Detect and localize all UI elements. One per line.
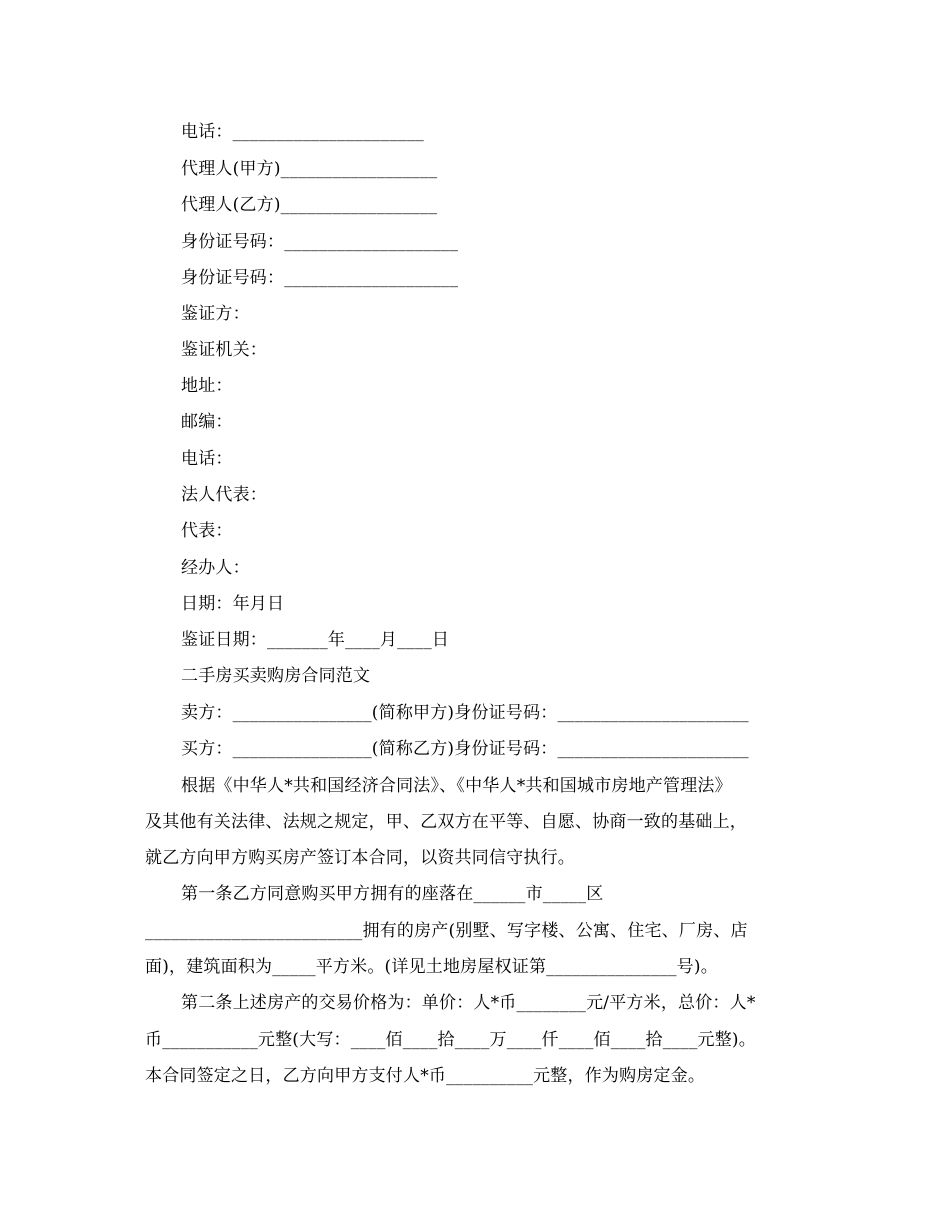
paragraph-line: 根据《中华人*共和国经济合同法》、《中华人*共和国城市房地产管理法》: [181, 776, 732, 796]
section-title: 二手房买卖购房合同范文: [181, 666, 371, 686]
paragraph-line: 面)，建筑面积为_____平方米。(详见土地房屋权证第_______________号)。: [145, 957, 718, 977]
text-line: 代表：: [181, 521, 233, 541]
text-line: 经办人：: [181, 558, 250, 578]
text-line: 日期：年月日: [181, 594, 285, 614]
text-line: 身份证号码：____________________: [181, 232, 459, 252]
text-line: 鉴证日期：_______年____月____日: [181, 630, 450, 650]
paragraph-line: 第一条乙方同意购买甲方拥有的座落在______市_____区: [181, 884, 604, 904]
text-line: 电话：: [181, 449, 233, 469]
text-line: 鉴证方：: [181, 304, 250, 324]
paragraph-line: 本合同签定之日，乙方向甲方支付人*币__________元整，作为购房定金。: [145, 1066, 706, 1086]
text-line: 买方：________________(简称乙方)身份证号码：______________________: [181, 739, 749, 759]
paragraph-line: 就乙方向甲方购买房产签订本合同，以资共同信守执行。: [145, 848, 575, 868]
text-line: 地址：: [181, 376, 233, 396]
text-line: 电话：______________________: [181, 122, 424, 142]
paragraph-line: _________________________拥有的房产(别墅、写字楼、公寓、住宅、厂房、店: [145, 921, 748, 941]
text-line: 身份证号码：____________________: [181, 268, 459, 288]
paragraph-line: 第二条上述房产的交易价格为：单价：人*币________元/平方米，总价：人*: [181, 993, 756, 1013]
paragraph-line: 币___________元整(大写：____佰____拾____万____仟____佰____拾____元整)。: [145, 1030, 756, 1050]
text-line: 卖方：________________(简称甲方)身份证号码：______________________: [181, 703, 749, 723]
text-line: 代理人(甲方)__________________: [181, 159, 438, 179]
text-line: 邮编：: [181, 412, 233, 432]
text-line: 法人代表：: [181, 485, 267, 505]
text-line: 代理人(乙方)__________________: [181, 195, 438, 215]
paragraph-line: 及其他有关法律、法规之规定，甲、乙双方在平等、自愿、协商一致的基础上，: [145, 812, 747, 832]
text-line: 鉴证机关：: [181, 340, 267, 360]
